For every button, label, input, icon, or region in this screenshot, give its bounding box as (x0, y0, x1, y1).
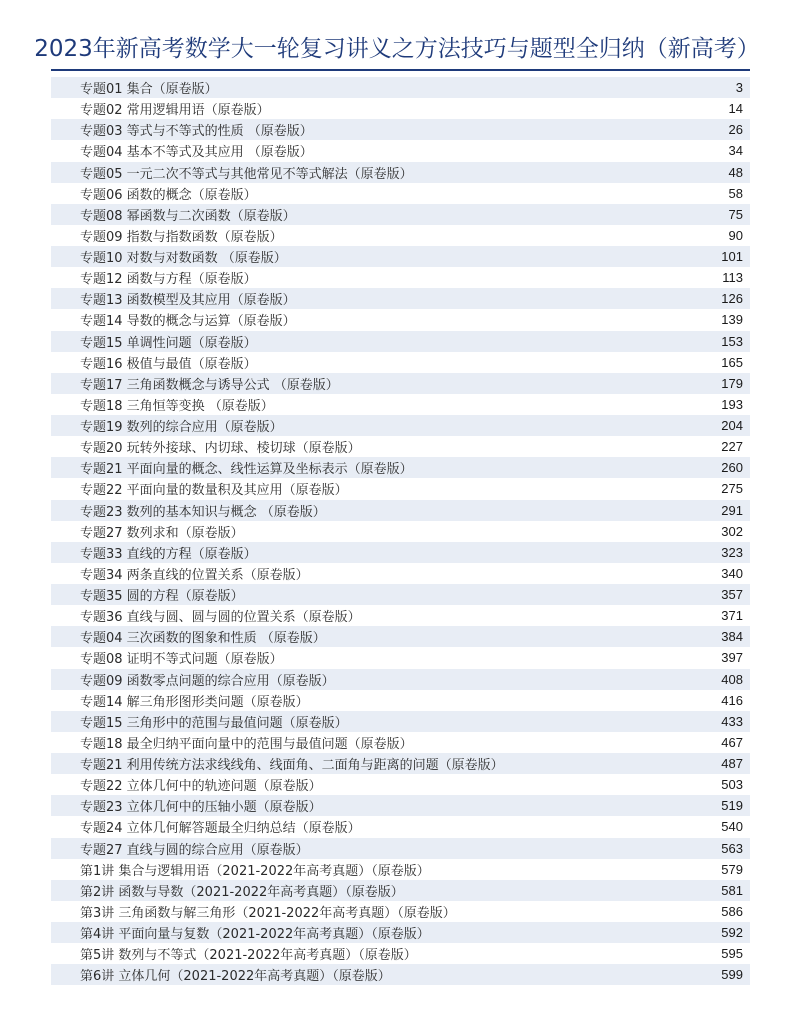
toc-entry-title[interactable]: 专题16 极值与最值（原卷版） (80, 356, 257, 372)
toc-entry-page-number: 204 (721, 418, 743, 434)
toc-entry-page-number: 179 (721, 375, 743, 391)
toc-entry[interactable] (51, 542, 750, 563)
toc-entry[interactable] (51, 352, 750, 373)
toc-entry[interactable] (51, 647, 750, 668)
toc-entry[interactable] (51, 838, 750, 859)
toc-entry-page-number: 165 (721, 354, 743, 370)
toc-entry-page-number: 34 (728, 143, 743, 159)
toc-entry-title[interactable]: 专题08 幂函数与二次函数（原卷版） (80, 208, 296, 224)
toc-entry[interactable] (51, 669, 750, 690)
toc-entry-page-number: 291 (721, 502, 743, 518)
toc-entry[interactable] (51, 795, 750, 816)
toc-entry[interactable] (51, 183, 750, 204)
toc-entry[interactable] (51, 690, 750, 711)
toc-entry-page-number: 153 (721, 333, 743, 349)
toc-entry-title[interactable]: 第1讲 集合与逻辑用语（2021-2022年高考真题）（原卷版） (80, 863, 430, 879)
toc-entry-title[interactable]: 专题24 立体几何解答题最全归纳总结（原卷版） (80, 821, 361, 837)
toc-entry-title[interactable]: 专题09 函数零点问题的综合应用（原卷版） (80, 673, 335, 689)
toc-entry[interactable] (51, 816, 750, 837)
toc-entry-page-number: 371 (721, 608, 743, 624)
toc-entry-page-number: 397 (721, 650, 743, 666)
toc-entry-title[interactable]: 专题36 直线与圆、圆与圆的位置关系（原卷版） (80, 610, 361, 626)
toc-entry[interactable] (51, 309, 750, 330)
toc-entry[interactable] (51, 457, 750, 478)
toc-entry-title[interactable]: 专题35 圆的方程（原卷版） (80, 589, 244, 605)
toc-entry[interactable] (51, 901, 750, 922)
toc-entry-page-number: 139 (721, 312, 743, 328)
toc-entry[interactable] (51, 922, 750, 943)
toc-entry[interactable] (51, 394, 750, 415)
toc-entry-title[interactable]: 专题27 直线与圆的综合应用（原卷版） (80, 842, 309, 858)
toc-entry-title[interactable]: 专题14 解三角形图形类问题（原卷版） (80, 694, 309, 710)
toc-entry-page-number: 48 (728, 164, 743, 180)
toc-entry[interactable] (51, 119, 750, 140)
table-of-contents (51, 77, 750, 985)
toc-entry-page-number: 275 (721, 481, 743, 497)
toc-entry-title[interactable]: 专题12 函数与方程（原卷版） (80, 272, 257, 288)
toc-entry-title[interactable]: 专题33 直线的方程（原卷版） (80, 546, 257, 562)
toc-entry-page-number: 126 (721, 291, 743, 307)
toc-entry[interactable] (51, 98, 750, 119)
toc-entry-title[interactable]: 专题22 立体几何中的轨迹问题（原卷版） (80, 779, 322, 795)
toc-entry-page-number: 433 (721, 713, 743, 729)
toc-entry[interactable] (51, 732, 750, 753)
toc-entry-page-number: 101 (721, 249, 743, 265)
toc-entry-title[interactable]: 专题13 函数模型及其应用（原卷版） (80, 293, 296, 309)
toc-entry-page-number: 487 (721, 756, 743, 772)
toc-entry-page-number: 467 (721, 734, 743, 750)
toc-entry[interactable] (51, 204, 750, 225)
toc-entry[interactable] (51, 500, 750, 521)
toc-entry-page-number: 26 (728, 122, 743, 138)
toc-entry-page-number: 14 (728, 101, 743, 117)
toc-entry[interactable] (51, 605, 750, 626)
toc-entry-page-number: 113 (722, 270, 743, 286)
toc-entry-title[interactable]: 专题08 证明不等式问题（原卷版） (80, 652, 283, 668)
toc-entry-page-number: 595 (721, 946, 743, 962)
toc-entry[interactable] (51, 246, 750, 267)
toc-entry[interactable] (51, 563, 750, 584)
toc-entry[interactable] (51, 584, 750, 605)
toc-entry-title[interactable]: 专题01 集合（原卷版） (80, 82, 218, 98)
toc-entry-page-number: 323 (721, 544, 743, 560)
toc-entry-page-number: 586 (721, 903, 743, 919)
toc-entry-title[interactable]: 专题03 等式与不等式的性质 （原卷版） (80, 124, 313, 140)
toc-entry-title[interactable]: 专题21 平面向量的概念、线性运算及坐标表示（原卷版） (80, 462, 413, 478)
toc-entry-page-number: 540 (721, 819, 743, 835)
toc-entry[interactable] (51, 521, 750, 542)
toc-entry-page-number: 3 (735, 80, 743, 96)
toc-entry-title[interactable]: 专题23 数列的基本知识与概念 （原卷版） (80, 504, 326, 520)
toc-entry[interactable] (51, 753, 750, 774)
title-underline (51, 69, 750, 71)
toc-entry-page-number: 579 (721, 861, 743, 877)
toc-entry-title[interactable]: 专题14 导数的概念与运算（原卷版） (80, 314, 296, 330)
toc-entry-title[interactable]: 第3讲 三角函数与解三角形（2021-2022年高考真题）（原卷版） (80, 905, 456, 921)
toc-entry[interactable] (51, 331, 750, 352)
toc-entry-page-number: 90 (728, 227, 743, 243)
toc-entry-page-number: 519 (721, 798, 743, 814)
toc-entry[interactable] (51, 711, 750, 732)
toc-entry-title[interactable]: 专题22 平面向量的数量积及其应用（原卷版） (80, 483, 348, 499)
toc-entry-title[interactable]: 专题27 数列求和（原卷版） (80, 525, 244, 541)
toc-entry[interactable] (51, 943, 750, 964)
toc-entry-title[interactable]: 专题34 两条直线的位置关系（原卷版） (80, 567, 309, 583)
toc-entry-page-number: 58 (728, 185, 743, 201)
toc-entry-title[interactable]: 专题21 利用传统方法求线线角、线面角、二面角与距离的问题（原卷版） (80, 758, 504, 774)
toc-entry-title[interactable]: 专题05 一元二次不等式与其他常见不等式解法（原卷版） (80, 166, 413, 182)
toc-entry-title[interactable]: 第4讲 平面向量与复数（2021-2022年高考真题）（原卷版） (80, 927, 430, 943)
toc-entry[interactable] (51, 436, 750, 457)
toc-entry-title[interactable]: 专题17 三角函数概念与诱导公式 （原卷版） (80, 377, 339, 393)
toc-entry[interactable] (51, 288, 750, 309)
toc-entry-title[interactable]: 专题04 基本不等式及其应用 （原卷版） (80, 145, 313, 161)
toc-entry[interactable] (51, 162, 750, 183)
toc-entry-title[interactable]: 专题06 函数的概念（原卷版） (80, 187, 257, 203)
toc-entry-page-number: 75 (728, 206, 743, 222)
toc-entry-page-number: 340 (721, 565, 743, 581)
toc-entry-title[interactable]: 专题23 立体几何中的压轴小题（原卷版） (80, 800, 322, 816)
toc-entry-title[interactable]: 专题15 单调性问题（原卷版） (80, 335, 257, 351)
toc-entry[interactable] (51, 964, 750, 985)
toc-entry-page-number: 384 (721, 629, 743, 645)
toc-entry-title[interactable]: 专题09 指数与指数函数（原卷版） (80, 229, 283, 245)
toc-entry-page-number: 563 (721, 840, 743, 856)
toc-entry-title[interactable]: 专题02 常用逻辑用语（原卷版） (80, 103, 270, 119)
toc-entry[interactable] (51, 373, 750, 394)
toc-entry-title[interactable]: 第2讲 函数与导数（2021-2022年高考真题）（原卷版） (80, 884, 404, 900)
toc-entry-title[interactable]: 第5讲 数列与不等式（2021-2022年高考真题）（原卷版） (80, 948, 417, 964)
toc-entry[interactable] (51, 225, 750, 246)
toc-entry-page-number: 408 (721, 671, 743, 687)
toc-entry-title[interactable]: 第6讲 立体几何（2021-2022年高考真题）（原卷版） (80, 969, 391, 985)
toc-entry-page-number: 227 (721, 439, 743, 455)
toc-entry-page-number: 193 (721, 396, 743, 412)
document-title: 2023年新高考数学大一轮复习讲义之方法技巧与题型全归纳（新高考） (34, 36, 760, 62)
toc-entry[interactable] (51, 478, 750, 499)
toc-entry-title[interactable]: 专题19 数列的综合应用（原卷版） (80, 420, 283, 436)
toc-entry[interactable] (51, 140, 750, 161)
toc-entry-title[interactable]: 专题15 三角形中的范围与最值问题（原卷版） (80, 715, 348, 731)
toc-entry[interactable] (51, 415, 750, 436)
toc-entry[interactable] (51, 77, 750, 98)
toc-entry[interactable] (51, 626, 750, 647)
toc-entry-page-number: 302 (721, 523, 743, 539)
toc-entry-title[interactable]: 专题18 三角恒等变换 （原卷版） (80, 398, 274, 414)
toc-entry[interactable] (51, 859, 750, 880)
toc-entry-page-number: 260 (721, 460, 743, 476)
toc-entry[interactable] (51, 774, 750, 795)
toc-entry-title[interactable]: 专题18 最全归纳平面向量中的范围与最值问题（原卷版） (80, 736, 413, 752)
toc-entry[interactable] (51, 267, 750, 288)
toc-entry-page-number: 581 (721, 882, 743, 898)
toc-entry-page-number: 357 (721, 587, 743, 603)
toc-entry-title[interactable]: 专题04 三次函数的图象和性质 （原卷版） (80, 631, 326, 647)
toc-entry-title[interactable]: 专题20 玩转外接球、内切球、棱切球（原卷版） (80, 441, 361, 457)
toc-entry-page-number: 599 (721, 967, 743, 983)
toc-entry[interactable] (51, 880, 750, 901)
toc-entry-page-number: 416 (721, 692, 743, 708)
toc-entry-page-number: 503 (721, 777, 743, 793)
toc-entry-title[interactable]: 专题10 对数与对数函数 （原卷版） (80, 251, 287, 267)
toc-entry-page-number: 592 (721, 925, 743, 941)
